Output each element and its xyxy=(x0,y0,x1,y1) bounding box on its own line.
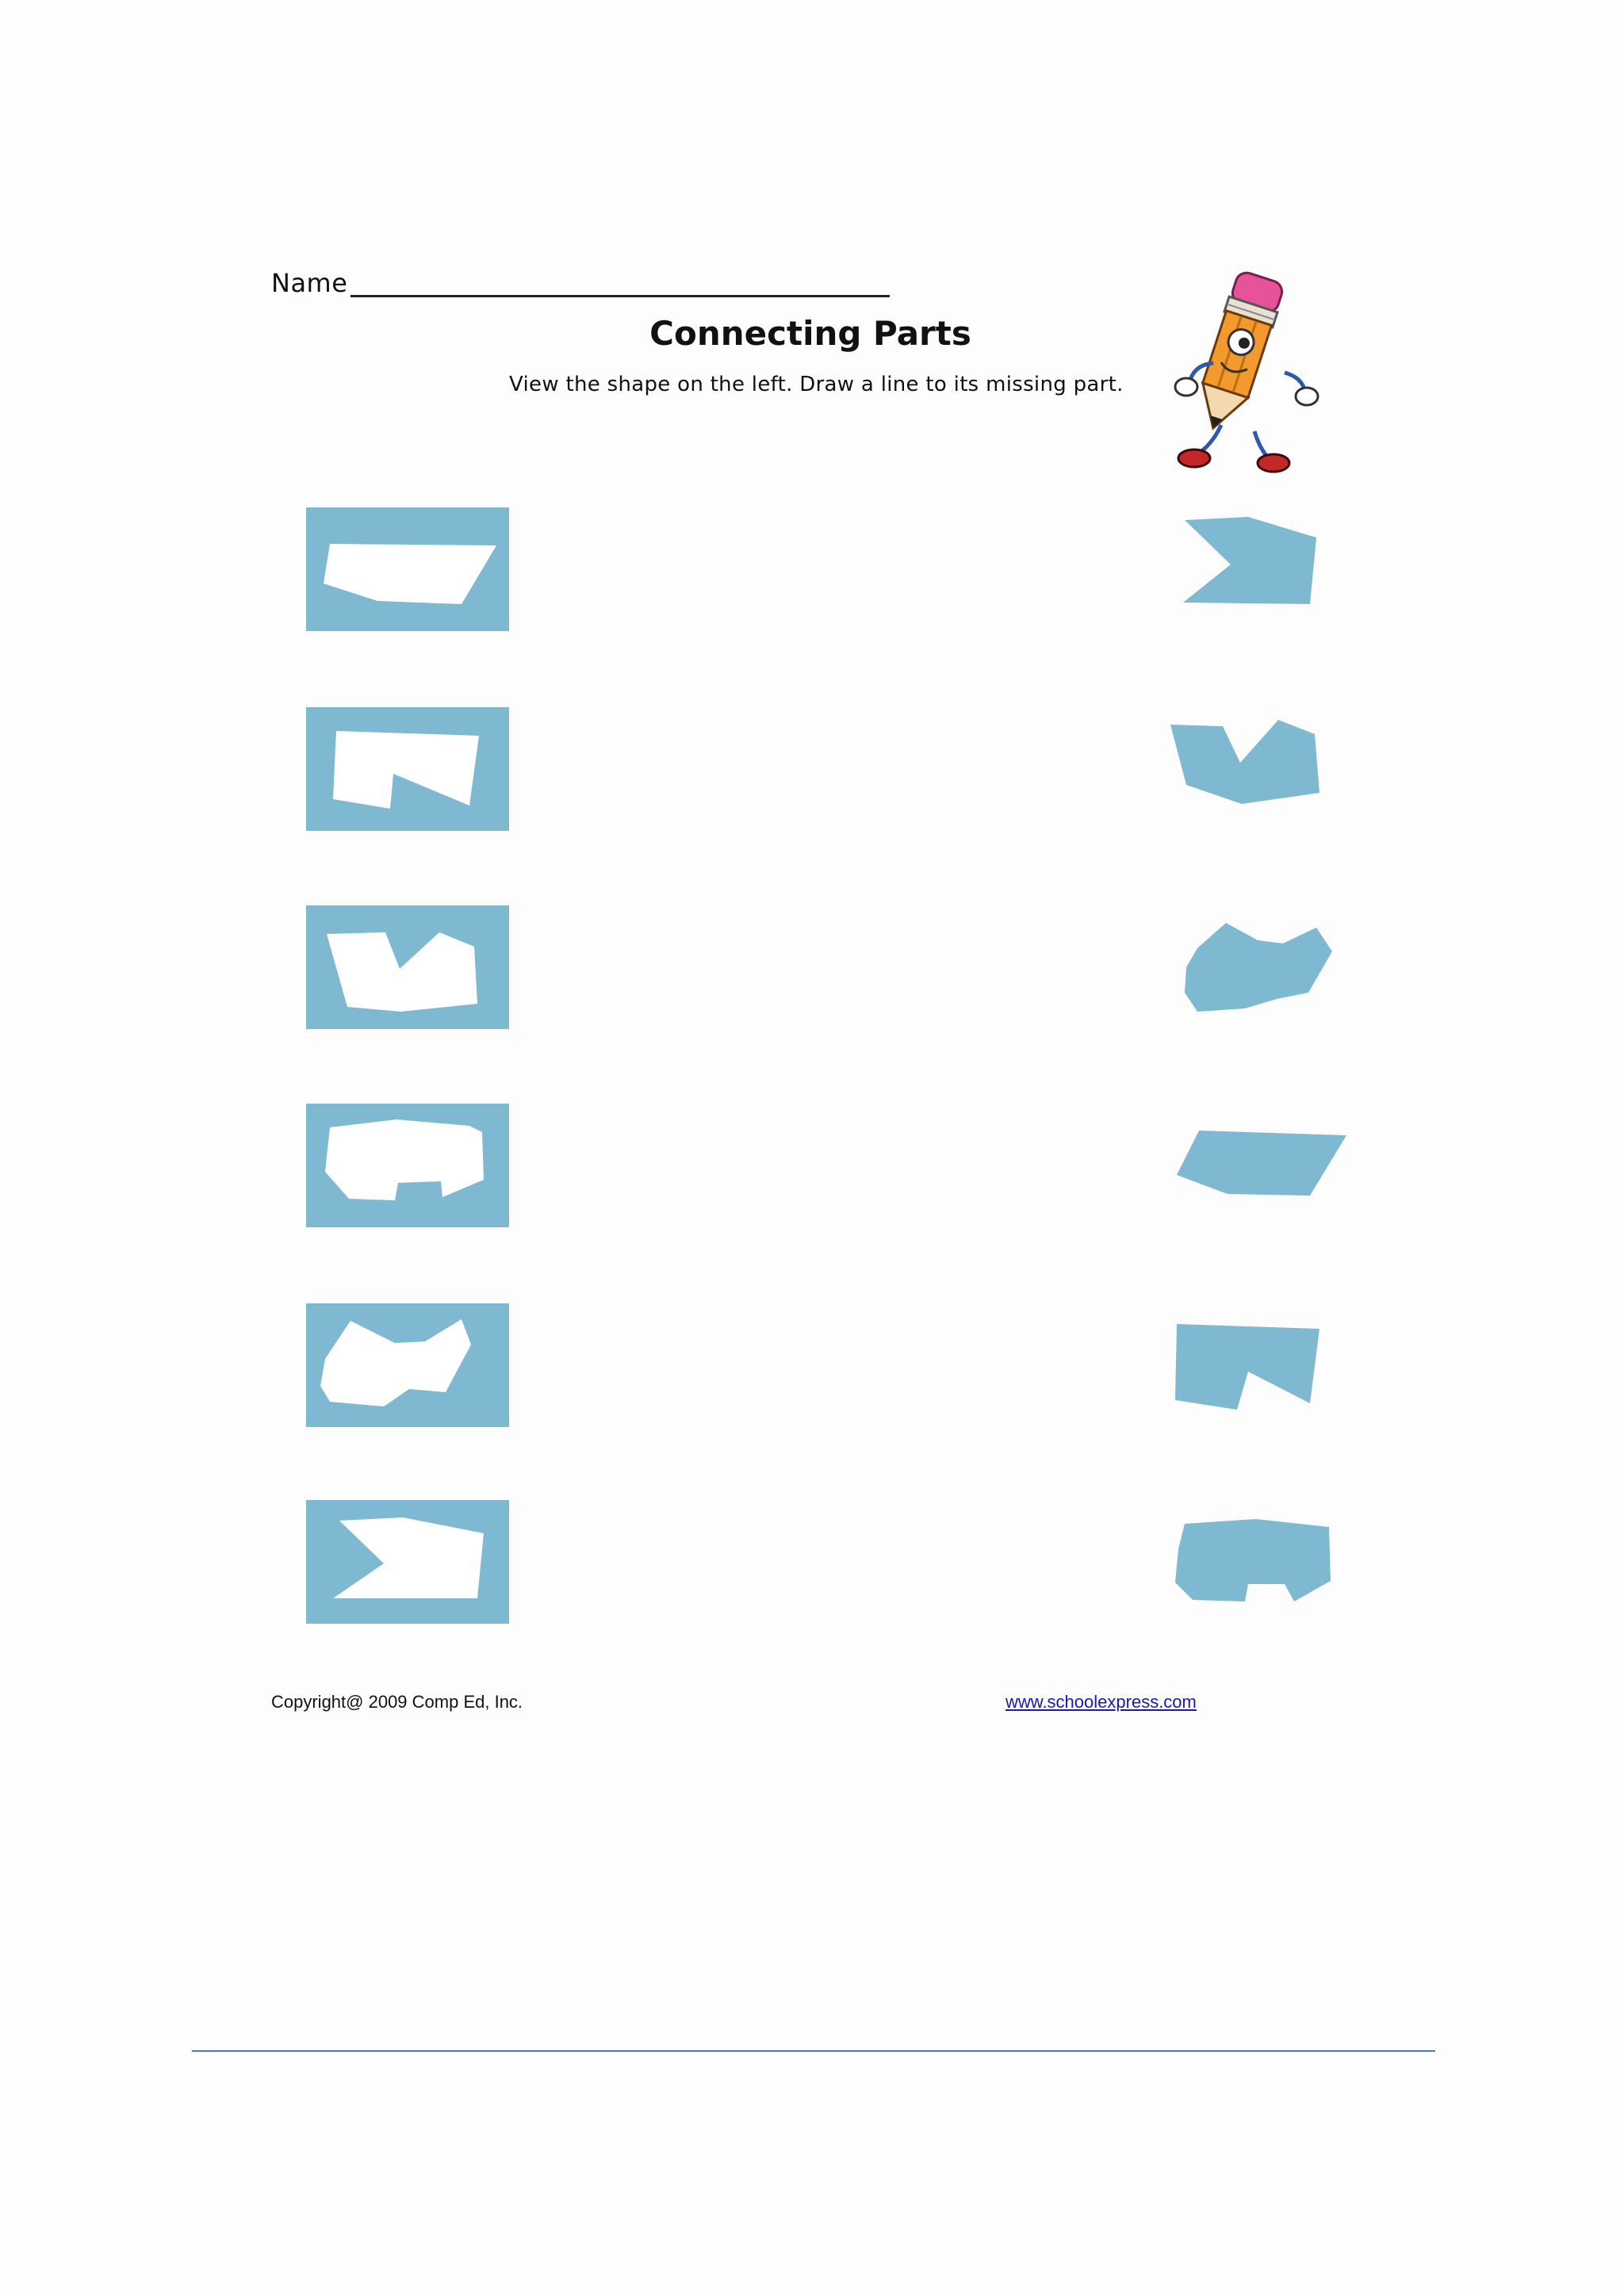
page-divider xyxy=(192,2050,1435,2052)
shape-hole-4 xyxy=(325,1119,484,1200)
shape-hole-3 xyxy=(327,932,477,1012)
shape-hole-6 xyxy=(333,1517,484,1598)
copyright-text: Copyright@ 2009 Comp Ed, Inc. xyxy=(271,1692,523,1712)
left-shape-3 xyxy=(306,905,509,1029)
website-link[interactable]: www.schoolexpress.com xyxy=(1005,1692,1197,1712)
right-piece-6[interactable] xyxy=(1174,1517,1332,1605)
right-piece-2[interactable] xyxy=(1169,717,1324,806)
right-piece-5[interactable] xyxy=(1174,1319,1326,1411)
name-label: Name xyxy=(271,268,348,298)
instructions-text: View the shape on the left. Draw a line to its missing part. xyxy=(509,373,1124,396)
pencil-mascot-icon xyxy=(1166,270,1324,476)
left-shape-2 xyxy=(306,707,509,831)
shape-hole-2 xyxy=(333,731,479,809)
right-piece-3[interactable] xyxy=(1182,920,1335,1015)
left-shape-4 xyxy=(306,1104,509,1227)
worksheet-title xyxy=(0,314,1624,353)
left-shape-6 xyxy=(306,1500,509,1624)
shape-hole-5 xyxy=(320,1319,471,1406)
name-input-line[interactable] xyxy=(350,295,890,297)
left-shape-5 xyxy=(306,1303,509,1427)
title-text: Connecting Parts xyxy=(649,314,971,353)
left-shape-1 xyxy=(306,507,509,631)
right-piece-1[interactable] xyxy=(1178,515,1324,606)
shape-hole-1 xyxy=(324,544,496,604)
right-piece-4[interactable] xyxy=(1175,1127,1348,1199)
